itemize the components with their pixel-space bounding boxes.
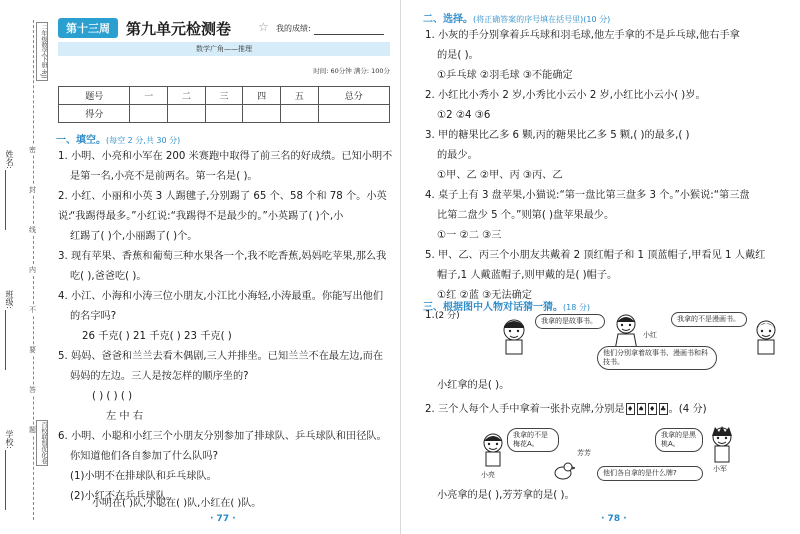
section3-heading: 三、根据图中人物对话猜一猜。: [423, 302, 563, 313]
school-line: [5, 450, 6, 510]
kid-icon: [479, 432, 507, 468]
q3-line2: 吃( ),爸爸吃( )。: [70, 271, 147, 282]
q6-line1: 6. 小明、小聪和小红三个小朋友分别参加了排球队、乒乓球队和田径队。: [58, 431, 387, 442]
q2-line3: 红踢了( )个,小丽踢了( )个。: [70, 231, 198, 242]
q3-line1: 3. 现有苹果、香蕉和葡萄三种水果各一个,我不吃香蕉,妈妈吃苹果,那么我: [58, 251, 387, 262]
mc-q5-line1: 5. 甲、乙、丙三个小朋友共戴着 2 顶红帽子和 1 顶蓝帽子,甲看见 1 人戴红: [425, 250, 766, 261]
q5-line1: 5. 妈妈、爸爸和兰兰去看木偶剧,三人并排坐。已知兰兰不在最左边,而在: [58, 351, 384, 362]
mc-q4-line2: 比第二盘少 5 个。”则第( )盘苹果最少。: [437, 210, 615, 221]
mc-q1-line2: 的是( )。: [437, 50, 479, 61]
score-cell[interactable]: [168, 105, 206, 123]
q5-line2: 妈妈的左边。三人是按怎样的顺序坐的?: [70, 371, 249, 382]
kid-name-xiaojun: 小军: [713, 465, 727, 473]
class-label: 班级:: [5, 290, 14, 309]
mc-q5-line2: 帽子,1 人戴蓝帽子,则甲戴的是( )帽子。: [437, 270, 618, 281]
table-cell: 二: [168, 87, 206, 105]
rule-box: 百校联盟优化卷: [36, 420, 48, 466]
mc-q2-line1: 2. 小红比小秀小 2 岁,小秀比小云小 2 岁,小红比小云小( )岁。: [425, 90, 706, 101]
section2-title: [423, 10, 610, 25]
name-line: [5, 170, 6, 230]
speech-bubble-6: 他们各自拿的是什么牌?: [597, 466, 703, 481]
table-cell: 一: [130, 87, 168, 105]
speech-bubble-2: 我拿的不是漫画书。: [671, 312, 747, 327]
q2-line2: “我踢得最多。”小红说:“我踢得不是最少的。”小英踢了( )个,小: [70, 211, 344, 222]
q4-line2: 的名字吗?: [70, 311, 117, 322]
cut-char: 内: [29, 266, 36, 274]
page-number-left: · 77 ·: [210, 514, 236, 524]
cut-char: 题: [29, 426, 36, 434]
q4-line1: 4. 小江、小海和小涛三位小朋友,小江比小海轻,小涛最重。你能写出他们: [58, 291, 384, 302]
s3-q2-text: 2. 三个人每个人手中拿着一张扑克牌,分别是: [425, 404, 625, 415]
section2-heading: 二、选择。: [423, 14, 473, 25]
right-page: [400, 0, 800, 534]
week-tag: 第十三周: [58, 18, 118, 38]
kid-icon: [707, 426, 737, 464]
score-cell[interactable]: [243, 105, 281, 123]
table-cell: 五: [280, 87, 318, 105]
section1-heading: 一、填空。: [56, 135, 106, 146]
table-cell: 四: [243, 87, 281, 105]
star-icon: ☆: [258, 20, 269, 34]
page-number-right: · 78 ·: [601, 514, 627, 524]
q4-line3: 26 千克( ) 21 千克( ) 23 千克( ): [82, 331, 232, 342]
s3-q1-answer: 小红拿的是( )。: [437, 380, 510, 391]
cut-char: 答: [29, 386, 36, 394]
table-cell: 总分: [318, 87, 389, 105]
mc-q5-options: ①红 ②蓝 ③无法确定: [437, 290, 532, 301]
cut-char: 密: [29, 146, 36, 154]
section2-note: (将正确答案的序号填在括号里)(10 分): [473, 15, 611, 24]
cut-char: 不: [29, 306, 36, 314]
speech-bubble-3: 他们分别拿着故事书、漫画书和科技书。: [597, 346, 717, 370]
mc-q3-line1: 3. 甲的糖果比乙多 6 颗,丙的糖果比乙多 5 颗,( )的最多,( ): [425, 130, 690, 141]
score-cell[interactable]: [280, 105, 318, 123]
kid-name-fangfang: 芳芳: [577, 449, 591, 457]
mc-q1-options: ①乒乓球 ②羽毛球 ③不能确定: [437, 70, 573, 81]
kid-name-xiaoliang: 小亮: [481, 471, 495, 479]
table-row: [59, 87, 390, 105]
mc-q4-options: ①一 ②二 ③三: [437, 230, 502, 241]
playing-card-icon: ♠: [637, 405, 645, 413]
table-cell: 题号: [59, 87, 130, 105]
q5-blanks: ( ) ( ) ( ): [92, 391, 133, 402]
score-line: [314, 34, 384, 35]
binding-margin: [0, 0, 48, 534]
q1-line2: 是第一名,小亮不是前两名。第一名是( )。: [70, 171, 258, 182]
topic-band: 数学广角——推理: [58, 42, 390, 56]
mc-q3-line2: 的最少。: [437, 150, 478, 161]
q2-line1: 2. 小红、小丽和小英 3 人踢毽子,分别踢了 65 个、58 个和 78 个。小英说:: [58, 191, 387, 222]
grade-box: 二年级数学(下册·RJ): [36, 22, 48, 81]
section3-note: (18 分): [563, 303, 590, 312]
cut-char: 封: [29, 186, 36, 194]
class-line: [5, 310, 6, 370]
speech-bubble-4: 我拿的不是梅花A。: [507, 428, 559, 452]
score-cell[interactable]: [205, 105, 243, 123]
kid-icon: [497, 318, 531, 356]
mc-q1-line1: 1. 小灰的手分别拿着乒乓球和羽毛球,他左手拿的不是乒乓球,他右手拿: [425, 30, 740, 41]
kid-name-xiaohong: 小红: [643, 331, 657, 339]
s3-q1-score: (2 分): [435, 311, 460, 321]
name-label: 姓名:: [5, 150, 14, 169]
s3-q2-score: 。(4 分): [668, 404, 707, 415]
q6-condition2: (2)小红不在乒乓球队。: [70, 491, 177, 502]
q5-positions: 左 中 右: [106, 411, 144, 422]
q6-line2: 你知道他们各自参加了什么队吗?: [70, 451, 219, 462]
s3-q2-answer: 小亮拿的是( ),芳芳拿的是( )。: [437, 490, 575, 501]
table-cell: 三: [205, 87, 243, 105]
s3-q2-line: [425, 400, 707, 420]
mc-q4-line1: 4. 桌子上有 3 盘苹果,小猫说:“第一盘比第三盘多 3 个。”小猴说:“第三盘: [425, 190, 750, 201]
table-cell: 得分: [59, 105, 130, 123]
q6-condition1: (1)小明不在排球队和乒乓球队。: [70, 471, 217, 482]
s3-q1-number: 1.: [425, 310, 435, 321]
mc-q2-options: ①2 ②4 ③6: [437, 110, 491, 121]
section1-title: [56, 131, 180, 146]
score-cell[interactable]: [318, 105, 389, 123]
school-label: 学校:: [5, 430, 14, 449]
cut-char: 要: [29, 346, 36, 354]
q1-line1: 1. 小明、小亮和小军在 200 米赛跑中取得了前三名的好成绩。已知小明不: [58, 151, 393, 162]
cut-char: 线: [29, 226, 36, 234]
speech-bubble-1: 我拿的是故事书。: [535, 314, 605, 329]
time-info: 时间: 60分钟 满分: 100分: [313, 67, 390, 75]
speech-bubble-5: 我拿的是黑桃A。: [655, 428, 703, 452]
q6-answer: 小明在( )队,小聪在( )队,小红在( )队。: [92, 498, 262, 509]
score-cell[interactable]: [130, 105, 168, 123]
unit-title: 第九单元检测卷: [126, 20, 232, 38]
kid-icon: [751, 318, 781, 358]
score-label: 我的成绩:: [276, 24, 311, 33]
bird-icon: [551, 460, 575, 482]
playing-card-icon: ♦: [648, 405, 656, 413]
playing-card-icon: ♣: [659, 405, 667, 413]
playing-card-icon: ♦: [626, 405, 634, 413]
table-row: [59, 105, 390, 123]
score-table: [58, 86, 390, 123]
section1-note: (每空 2 分,共 30 分): [106, 136, 181, 145]
mc-q3-options: ①甲、乙 ②甲、丙 ③丙、乙: [437, 170, 563, 181]
